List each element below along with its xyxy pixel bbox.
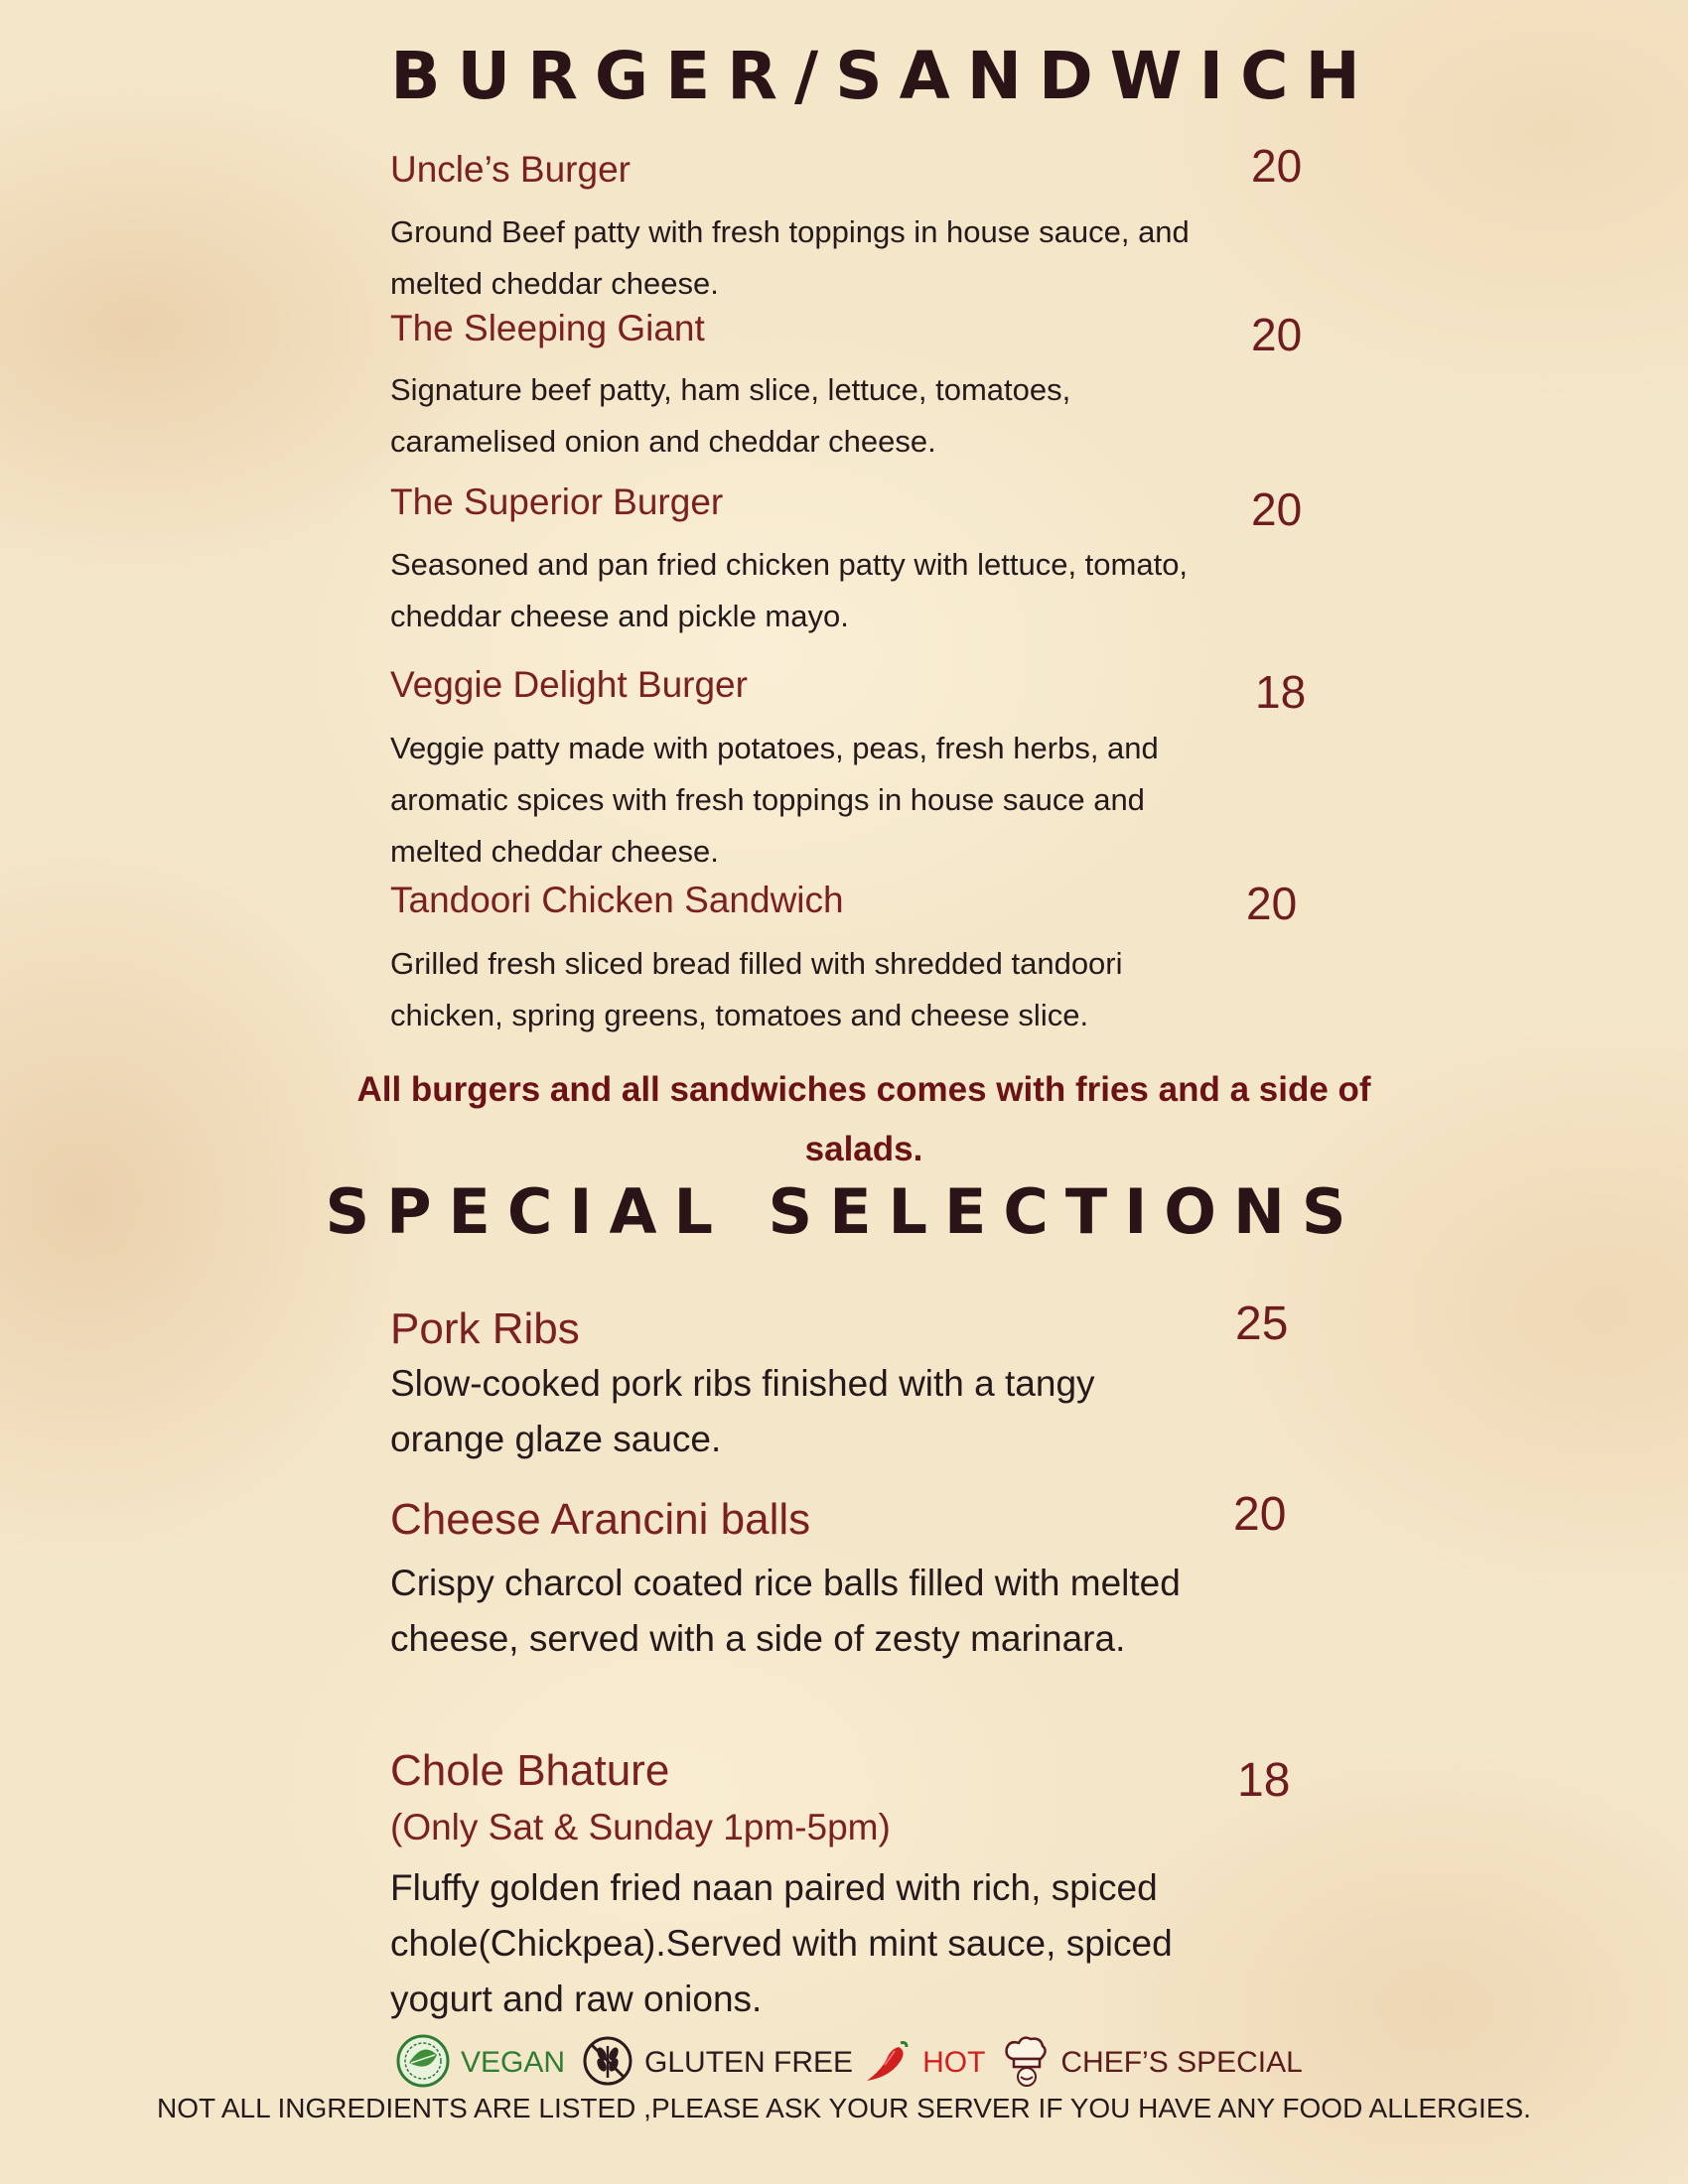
item-price: 20 xyxy=(1251,140,1303,192)
legend-label-chefs-special: CHEF’S SPECIAL xyxy=(1060,2046,1303,2079)
section-title-burger-sandwich: BURGER/SANDWICH xyxy=(390,38,1377,114)
item-price: 20 xyxy=(1246,878,1298,929)
chef-hat-icon xyxy=(1001,2033,1051,2094)
item-description: Veggie patty made with potatoes, peas, fresh herbs, and aromatic spices with fresh toppings in house sauce and melted cheddar cheese. xyxy=(390,731,1159,869)
section-title-special-selections: SPECIAL SELECTIONS xyxy=(325,1175,1363,1248)
item-name: Pork Ribs xyxy=(390,1304,580,1353)
burger-sides-note: All burgers and all sandwiches comes with fries and a side of salads. xyxy=(356,1070,1371,1168)
wheat-crossed-icon xyxy=(581,2034,634,2093)
item-availability-note: (Only Sat & Sunday 1pm-5pm) xyxy=(390,1807,891,1847)
dietary-legend xyxy=(395,2037,1319,2089)
legend-label-gluten-free: GLUTEN FREE xyxy=(644,2046,854,2079)
item-description: Slow-cooked pork ribs finished with a tangy orange glaze sauce. xyxy=(390,1363,1095,1459)
item-name: Uncle’s Burger xyxy=(390,149,631,190)
item-name: The Superior Burger xyxy=(390,481,724,522)
item-description: Crispy charcol coated rice balls filled with melted cheese, served with a side of zesty marinara. xyxy=(390,1563,1181,1659)
allergy-disclaimer: NOT ALL INGREDIENTS ARE LISTED ,PLEASE ASK YOUR SERVER IF YOU HAVE ANY FOOD ALLERGIES. xyxy=(157,2093,1531,2123)
item-price: 18 xyxy=(1255,666,1307,718)
item-description: Grilled fresh sliced bread filled with shredded tandoori chicken, spring greens, tomatoes and cheese slice. xyxy=(390,946,1123,1032)
item-price: 20 xyxy=(1233,1488,1287,1541)
item-description: Seasoned and pan fried chicken patty with lettuce, tomato, cheddar cheese and pickle mayo. xyxy=(390,547,1189,633)
item-name: The Sleeping Giant xyxy=(390,308,705,348)
item-description: Ground Beef patty with fresh toppings in house sauce, and melted cheddar cheese. xyxy=(390,214,1190,301)
item-description: Signature beef patty, ham slice, lettuce, tomatoes, caramelised onion and cheddar cheese. xyxy=(390,372,1071,459)
item-name: Chole Bhature xyxy=(390,1746,670,1795)
item-description: Fluffy golden fried naan paired with rich, spiced chole(Chickpea).Served with mint sauce, spiced yogurt and raw onions. xyxy=(390,1867,1173,2019)
vegan-badge-icon xyxy=(395,2033,451,2094)
item-price: 20 xyxy=(1251,483,1303,535)
item-price: 20 xyxy=(1251,309,1303,360)
legend-label-hot: HOT xyxy=(922,2046,986,2079)
legend-label-vegan: VEGAN xyxy=(461,2046,566,2079)
chili-pepper-icon xyxy=(861,2035,913,2092)
item-price: 25 xyxy=(1235,1297,1289,1350)
item-name: Veggie Delight Burger xyxy=(390,664,748,705)
item-name: Cheese Arancini balls xyxy=(390,1495,811,1544)
item-price: 18 xyxy=(1237,1754,1291,1807)
item-name: Tandoori Chicken Sandwich xyxy=(390,880,844,920)
